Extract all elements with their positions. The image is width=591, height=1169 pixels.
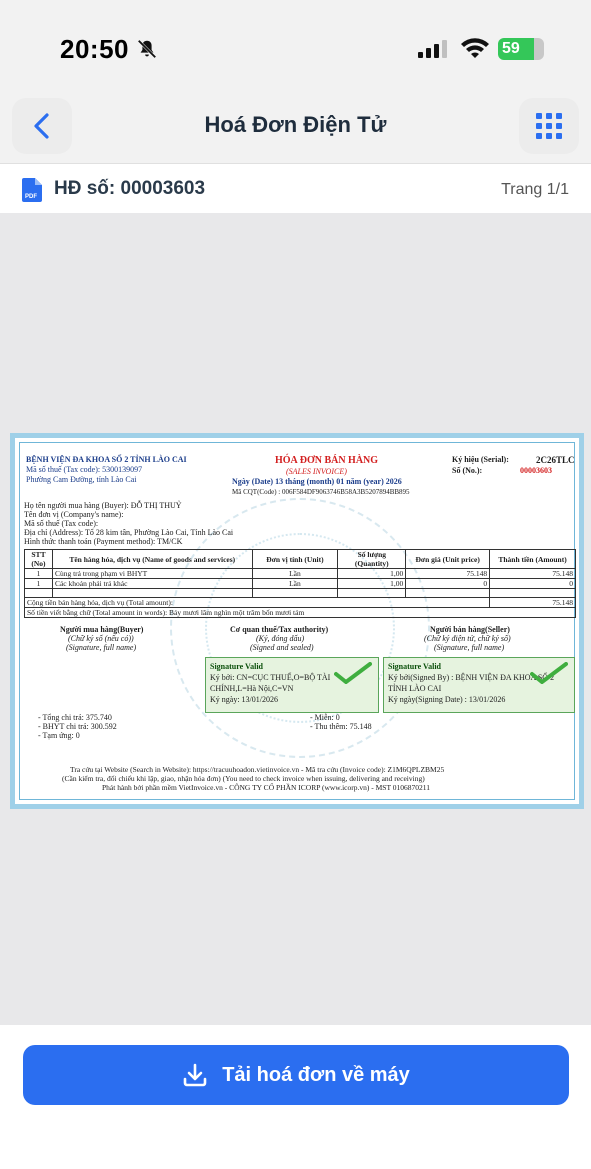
buyer-company: Tên đơn vị (Company's name): [24, 510, 124, 519]
menu-grid-button[interactable] [519, 98, 579, 154]
cell-stt: 1 [25, 579, 53, 589]
col-price: Đơn giá (Unit price) [406, 550, 490, 569]
pdf-viewer[interactable] [0, 213, 591, 1025]
serial-label: Ký hiệu (Serial): [452, 455, 509, 464]
total-label: Cộng tiền bán hàng hóa, dịch vụ (Total amount): [25, 598, 490, 608]
tax-sign-note: (Ký, đóng dấu) [256, 634, 305, 643]
buyer-address: Địa chỉ (Address): Tổ 28 kim tân, Phường Lào Cai, Tỉnh Lào Cai [24, 528, 234, 537]
seller-address: Phường Cam Đường, tỉnh Lào Cai [26, 475, 137, 484]
col-stt: STT (No) [25, 550, 53, 569]
download-button[interactable] [23, 1045, 569, 1105]
download-label: Tải hoá đơn về máy [222, 1063, 410, 1086]
number-label: Số (No.): [452, 466, 483, 475]
table-header-row [25, 550, 576, 569]
tax-signed-date: Ký ngày: 13/01/2026 [210, 695, 278, 704]
seller-signed-by: Ký bởi(Signed By) : BỆNH VIỆN ĐA KHOA SỐ 2 TỈNH LÀO CAI [388, 673, 555, 693]
footer-issuer: Phát hành bởi phần mềm VietInvoice.vn - CÔNG TY CỔ PHẦN ICORP (www.icorp.vn) - MST 0106870211 [102, 783, 431, 792]
svg-text:PDF: PDF [25, 194, 37, 200]
col-name: Tên hàng hóa, dịch vụ (Name of goods and services) [52, 550, 252, 569]
invoice-title: HÓA ĐƠN BÁN HÀNG [275, 455, 379, 466]
tax-sign-sub: (Signed and sealed) [250, 643, 314, 652]
buyer-name: Họ tên người mua hàng (Buyer): ĐỖ THỊ THUỶ [24, 501, 182, 510]
cell-price: 75.148 [406, 569, 490, 579]
seller-signature-valid: Signature Valid [388, 662, 441, 671]
total-amount: 75.148 [490, 598, 576, 608]
buyer-sign-sub: (Signature, full name) [66, 643, 137, 652]
col-amount: Thành tiền (Amount) [490, 550, 576, 569]
table-row [25, 569, 576, 579]
table-spacer-row [25, 589, 576, 598]
cell-unit: Lần [252, 569, 338, 579]
seller-name: BỆNH VIỆN ĐA KHOA SỐ 2 TỈNH LÀO CAI [26, 455, 187, 464]
signal-icon [418, 40, 450, 58]
invoice-table [24, 549, 576, 618]
footer-check-note: (Cần kiểm tra, đối chiếu khi lập, giao, nhận hóa đơn) (You need to check invoice when issuing, delivering and receiving) [62, 774, 425, 783]
cell-amount: 75.148 [490, 569, 576, 579]
col-unit: Đơn vị tính (Unit) [252, 550, 338, 569]
seller-signed-date: Ký ngày(Signing Date) : 13/01/2026 [388, 695, 506, 704]
seller-signature-box[interactable] [383, 657, 575, 713]
seller-tax-code: Mã số thuế (Tax code): 5300139097 [26, 465, 143, 474]
bell-slash-icon [136, 38, 158, 60]
cell-qty: 1,00 [338, 579, 406, 589]
summary-advance: - Tạm ứng: 0 [38, 731, 80, 740]
invoice-frame [19, 442, 575, 800]
battery-icon [498, 38, 542, 60]
check-icon [334, 662, 372, 684]
summary-total-paid: - Tổng chi trả: 375.740 [38, 713, 112, 722]
cell-qty: 1,00 [338, 569, 406, 579]
buyer-sign-title: Người mua hàng(Buyer) [60, 625, 144, 634]
wifi-icon [460, 38, 490, 60]
tax-signed-by: Ký bởi: CN=CỤC THUẾ,O=BỘ TÀI CHÍNH,L=Hà Nội,C=VN [210, 673, 331, 693]
document-bar [0, 165, 591, 213]
grid-icon [535, 112, 563, 140]
cell-price: 0 [406, 579, 490, 589]
summary-insurance-paid: - BHYT chi trả: 300.592 [38, 722, 117, 731]
status-time: 20:50 [60, 34, 129, 64]
total-row [25, 598, 576, 608]
invoice-number: HĐ số: 00003603 [54, 178, 206, 199]
check-icon [530, 662, 568, 684]
total-in-words: Số tiền viết bằng chữ (Total amount in words): Bảy mươi lăm nghìn một trăm bốn mươi tám [25, 608, 576, 618]
cell-name: Các khoản phải trả khác [52, 579, 252, 589]
serial-value: 2C26TLC [536, 455, 575, 465]
col-qty: Số lượng (Quantity) [338, 550, 406, 569]
pdf-icon [22, 178, 42, 202]
cell-stt: 1 [25, 569, 53, 579]
page-title: Hoá Đơn Điện Tử [204, 112, 387, 137]
invoice-date: Ngày (Date) 13 tháng (month) 01 năm (year) 2026 [232, 477, 402, 486]
invoice-cqt-code: Mã CQT(Code) : 006F584DF9063746B58A3B5207894BB895 [232, 488, 410, 496]
tax-signature-valid: Signature Valid [210, 662, 263, 671]
app-header [0, 88, 591, 164]
buyer-sign-note: (Chữ ký số (nếu có)) [68, 634, 134, 643]
invoice-subtitle: (SALES INVOICE) [286, 467, 347, 476]
summary-extra: - Thu thêm: 75.148 [310, 722, 372, 731]
cell-amount: 0 [490, 579, 576, 589]
buyer-tax-code: Mã số thuế (Tax code): [24, 519, 99, 528]
footer-lookup[interactable]: Tra cứu tại Website (Search in Website): https://tracuuhoadon.vietinvoice.vn - Mã tra cứu (Invoice code): Z1M6QPLZBM25 [70, 765, 445, 774]
cell-name: Cùng trả trong phạm vi BHYT [52, 569, 252, 579]
battery-level: 59 [502, 40, 520, 57]
table-row [25, 579, 576, 589]
download-icon [182, 1062, 208, 1088]
invoice-document[interactable] [10, 433, 584, 809]
download-area [0, 1025, 591, 1169]
cell-unit: Lần [252, 579, 338, 589]
seller-sign-sub: (Signature, full name) [434, 643, 505, 652]
payment-method: Hình thức thanh toán (Payment method): TM/CK [24, 537, 183, 546]
number-value: 00003603 [520, 466, 552, 475]
words-row [25, 608, 576, 618]
summary-exempt: - Miễn: 0 [310, 713, 340, 722]
seller-sign-title: Người bán hàng(Seller) [430, 625, 510, 634]
page-indicator: Trang 1/1 [501, 181, 569, 198]
seller-sign-note: (Chữ ký điện tử, chữ ký số) [424, 634, 511, 643]
tax-sign-title: Cơ quan thuế/Tax authority) [230, 625, 329, 634]
tax-signature-box[interactable] [205, 657, 379, 713]
status-bar [0, 0, 591, 88]
